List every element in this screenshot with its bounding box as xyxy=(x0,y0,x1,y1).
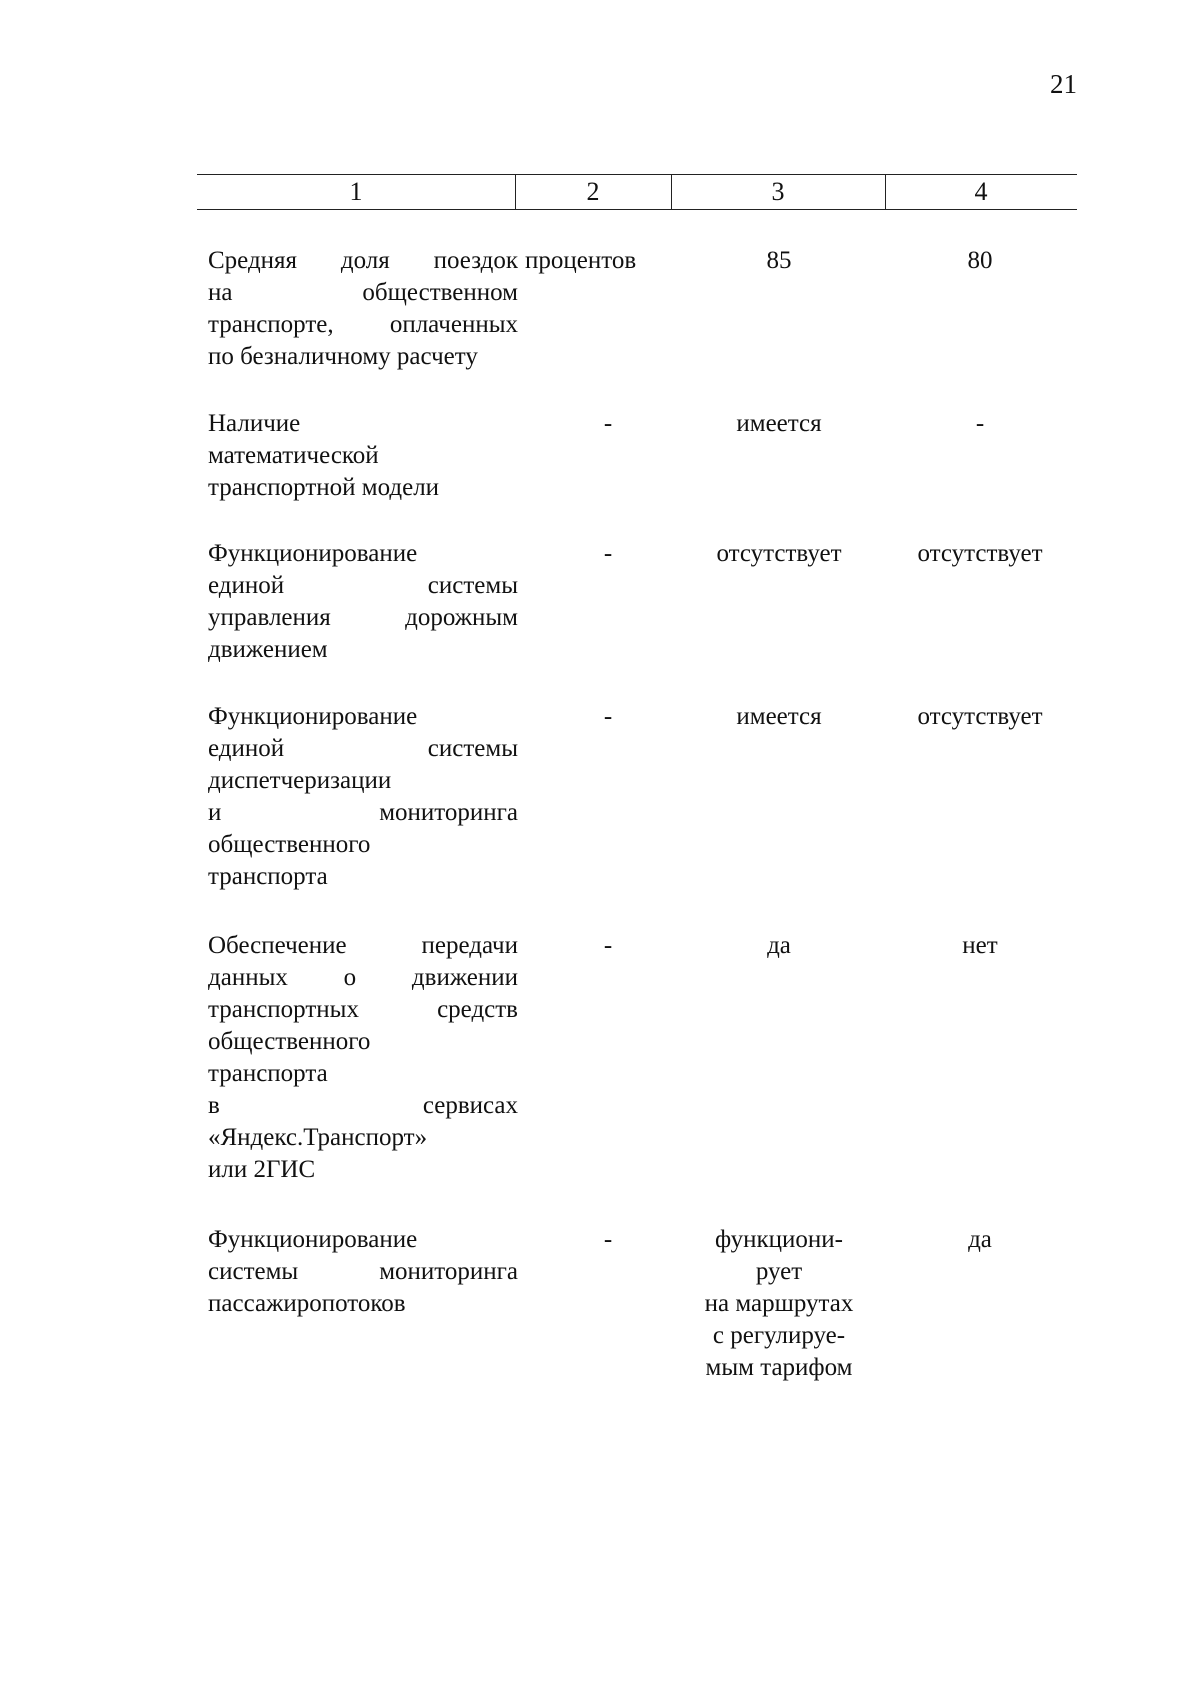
row-value-col3 xyxy=(679,408,879,440)
row-unit: - xyxy=(603,932,613,959)
row-label-line: в сервисах xyxy=(208,1092,518,1119)
row-label-line: математической xyxy=(208,442,379,469)
value-line: на маршрутах xyxy=(704,1290,854,1317)
row-value-col4 xyxy=(880,1224,1080,1256)
row-label-line: и мониторинга xyxy=(208,799,518,826)
row-value-col3 xyxy=(679,701,879,733)
row-value-col3 xyxy=(679,930,879,962)
row-label-line: транспорта xyxy=(208,863,328,890)
table-header xyxy=(197,174,1077,210)
row-label-line: «Яндекс.Транспорт» xyxy=(208,1124,428,1151)
row-label-line: Средняя доля поездок xyxy=(208,247,518,274)
row-label xyxy=(208,930,518,1186)
row-value-col4 xyxy=(880,408,1080,440)
row-unit: - xyxy=(603,540,613,567)
row-label-line: пассажиропотоков xyxy=(208,1290,406,1317)
row-label-line: Наличие xyxy=(208,410,301,437)
row-label-line: управления дорожным xyxy=(208,604,518,631)
value-line: отсутствует xyxy=(917,703,1043,730)
row-label-line: системы мониторинга xyxy=(208,1258,518,1285)
row-label-line: транспортных средств xyxy=(208,996,518,1023)
row-value-col4 xyxy=(880,930,1080,962)
row-label-line: по безналичному расчету xyxy=(208,343,478,370)
row-unit: - xyxy=(603,703,613,730)
row-value-col4 xyxy=(880,701,1080,733)
value-line: отсутствует xyxy=(917,540,1043,567)
value-line: имеется xyxy=(736,410,822,437)
row-value-col3 xyxy=(679,245,879,277)
row-label-line: транспорта xyxy=(208,1060,328,1087)
row-label-line: общественного xyxy=(208,831,371,858)
row-label xyxy=(208,701,518,893)
value-line: мым тарифом xyxy=(705,1354,853,1381)
value-line: отсутствует xyxy=(716,540,842,567)
value-line: да xyxy=(968,1226,992,1253)
row-unit: - xyxy=(603,1226,613,1253)
row-label xyxy=(208,538,518,666)
value-line: с регулируе- xyxy=(712,1322,846,1349)
row-label-line: данных о движении xyxy=(208,964,518,991)
value-line: имеется xyxy=(736,703,822,730)
row-label-line: единой системы xyxy=(208,572,518,599)
row-label-line: Обеспечение передачи xyxy=(208,932,518,959)
header-col-3: 3 xyxy=(771,177,785,206)
header-col-4: 4 xyxy=(974,177,988,206)
row-label-line: единой системы xyxy=(208,735,518,762)
value-line: функциони- xyxy=(715,1226,843,1253)
row-value-col3 xyxy=(679,538,879,570)
row-label xyxy=(208,245,518,373)
value-line: нет xyxy=(962,932,998,959)
row-value-col3 xyxy=(679,1224,879,1384)
value-line: - xyxy=(975,410,985,437)
row-label-line: на общественном xyxy=(208,279,518,306)
row-value-col4 xyxy=(880,245,1080,277)
row-unit: - xyxy=(603,410,613,437)
row-label xyxy=(208,1224,518,1320)
value-line: рует xyxy=(755,1258,803,1285)
row-label-line: транспортной модели xyxy=(208,474,440,501)
value-line: 80 xyxy=(967,247,993,274)
row-value-col4 xyxy=(880,538,1080,570)
value-line: да xyxy=(767,932,791,959)
row-label xyxy=(208,408,518,504)
row-label-line: Функционирование xyxy=(208,703,418,730)
row-label-line: общественного xyxy=(208,1028,371,1055)
row-label-line: или 2ГИС xyxy=(208,1156,316,1183)
row-label-line: Функционирование xyxy=(208,540,418,567)
value-line: 85 xyxy=(766,247,792,274)
row-label-line: диспетчеризации xyxy=(208,767,392,794)
row-label-line: транспорте, оплаченных xyxy=(208,311,518,338)
row-unit: процентов xyxy=(525,247,637,274)
page-number: 21 xyxy=(1050,69,1077,99)
row-label-line: движением xyxy=(208,636,328,663)
header-col-2: 2 xyxy=(586,177,600,206)
row-label-line: Функционирование xyxy=(208,1226,418,1253)
header-col-1: 1 xyxy=(349,177,363,206)
